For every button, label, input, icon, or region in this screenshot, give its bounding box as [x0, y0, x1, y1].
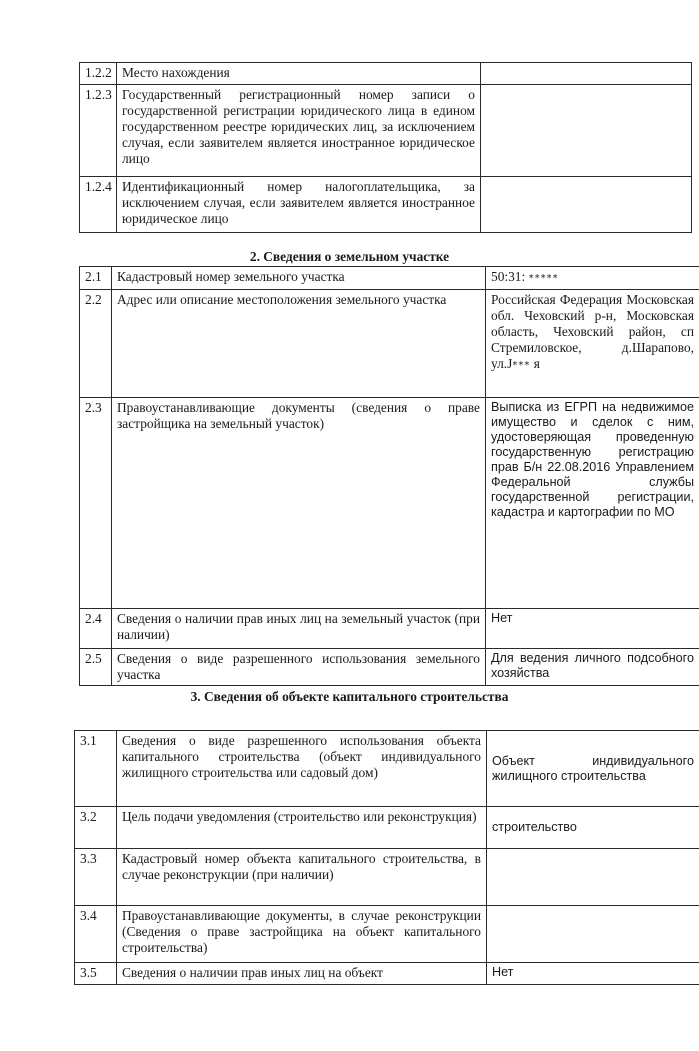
table-row — [80, 85, 692, 177]
applicant-info-table — [79, 62, 692, 233]
row-value: Объект индивидуального жилищного строительства — [487, 731, 699, 807]
row-description: Кадастровый номер земельного участка — [112, 267, 486, 290]
row-description: Правоустанавливающие документы, в случае реконструкции (Сведения о праве застройщика на объект капитального строительства) — [117, 906, 487, 963]
row-description: Цель подачи уведомления (строительство или реконструкция) — [117, 807, 487, 849]
row-number: 1.2.2 — [80, 63, 117, 85]
row-value: Для ведения личного подсобного хозяйства — [486, 649, 699, 686]
cadastral-number: 50:31: — [491, 269, 526, 284]
row-value: Нет — [487, 963, 699, 985]
section-3-heading: 3. Сведения об объекте капитального строительства — [190, 689, 509, 704]
row-description: Правоустанавливающие документы (сведения о праве застройщика на земельный участок) — [112, 398, 486, 609]
row-description: Государственный регистрационный номер записи о государственной регистрации юридического лица в едином государственном реестре юридических лиц, за исключением случая, если заявителем является иностранное юридическое лицо — [117, 85, 481, 177]
row-description: Кадастровый номер объекта капитального строительства, в случае реконструкции (при наличии) — [117, 849, 487, 906]
table-row — [80, 267, 699, 290]
land-plot-table — [79, 266, 699, 686]
row-description: Сведения о наличии прав иных лиц на земельный участок (при наличии) — [112, 609, 486, 649]
row-value — [486, 267, 699, 290]
row-description: Место нахождения — [117, 63, 481, 85]
row-number: 2.2 — [80, 290, 112, 398]
row-value — [486, 290, 699, 398]
table-row — [80, 63, 692, 85]
row-value — [481, 177, 692, 233]
row-number: 3.5 — [75, 963, 117, 985]
row-number: 3.2 — [75, 807, 117, 849]
row-description: Адрес или описание местоположения земельного участка — [112, 290, 486, 398]
table-row — [80, 177, 692, 233]
address-text: Российская Федерация Московская обл. Чеховский р-н, Московская область, Чеховский район, сп Стремиловское, д.Шарапово, ул.J — [491, 292, 694, 371]
row-description: Сведения о виде разрешенного использования объекта капитального строительства (объект индивидуального жилищного строительства или садовый дом) — [117, 731, 487, 807]
row-value: Нет — [486, 609, 699, 649]
table-row — [80, 290, 699, 398]
row-number: 3.3 — [75, 849, 117, 906]
row-value — [481, 63, 692, 85]
row-number: 3.4 — [75, 906, 117, 963]
row-number: 2.4 — [80, 609, 112, 649]
row-description: Сведения о виде разрешенного использования земельного участка — [112, 649, 486, 686]
table-row — [80, 398, 699, 609]
section-2-heading: 2. Сведения о земельном участке — [249, 249, 450, 264]
row-value — [481, 85, 692, 177]
redacted-mark: ***** — [528, 273, 559, 284]
row-number: 1.2.4 — [80, 177, 117, 233]
row-number: 2.5 — [80, 649, 112, 686]
row-number: 2.3 — [80, 398, 112, 609]
table-row — [75, 807, 699, 849]
row-number: 3.1 — [75, 731, 117, 807]
row-number: 1.2.3 — [80, 85, 117, 177]
row-value — [487, 849, 699, 906]
table-row — [75, 906, 699, 963]
table-row — [75, 849, 699, 906]
row-value: строительство — [487, 807, 699, 849]
row-value — [487, 906, 699, 963]
row-description: Сведения о наличии прав иных лиц на объект — [117, 963, 487, 985]
row-description: Идентификационный номер налогоплательщика, за исключением случая, если заявителем является иностранное юридическое лицо — [117, 177, 481, 233]
address-tail: я — [533, 356, 540, 371]
redacted-mark: *** — [512, 360, 531, 371]
row-value: Выписка из ЕГРП на недвижимое имущество и сделок с ним, удостоверяющая проведенную государственную регистрацию прав Б/н 22.08.2016 Управлением Федеральной службы государственной регистрации, кадастра и картографии по МО — [486, 398, 699, 609]
capital-construction-table — [74, 730, 699, 985]
table-row — [75, 963, 699, 985]
table-row — [80, 649, 699, 686]
row-number: 2.1 — [80, 267, 112, 290]
table-row — [75, 731, 699, 807]
table-row — [80, 609, 699, 649]
